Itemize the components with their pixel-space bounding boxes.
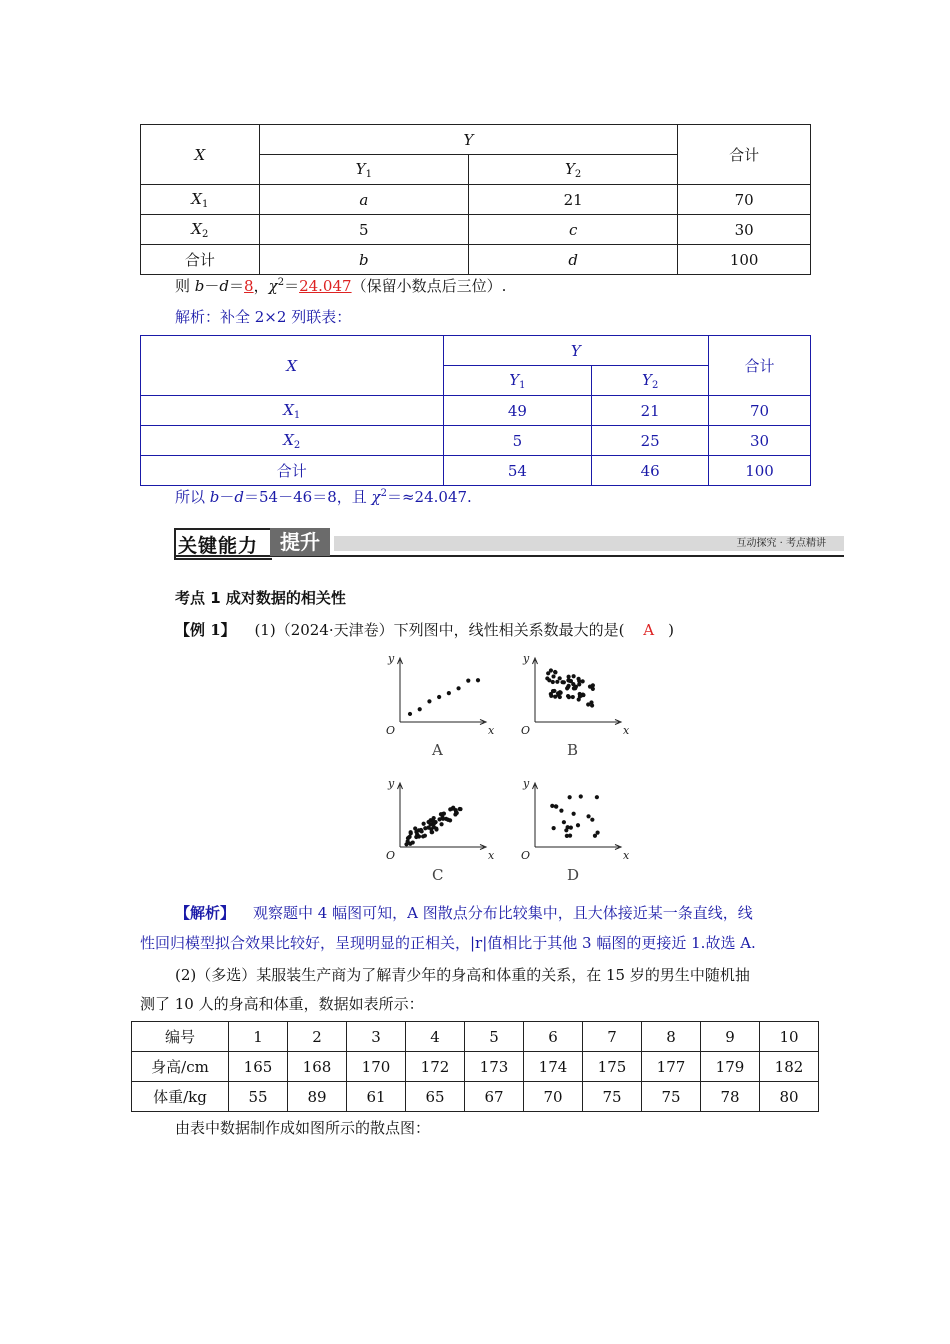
part2-line1: (2)（多选）某服装生产商为了解青少年的身高和体重的关系，在 15 岁的男生中随机抽 xyxy=(175,966,750,984)
origin-label: O xyxy=(386,849,396,862)
scatter-point xyxy=(430,830,434,834)
scatter-point xyxy=(549,694,553,698)
scatter-point xyxy=(560,680,564,684)
scatter-point xyxy=(550,804,554,808)
contingency-table-solution: X Y 合计 $Y_1$ $Y_2$ $X_1$ 49 21 70 $X_2$ 5 25 30 合计 54 46 100 xyxy=(140,335,811,486)
conclusion-line: 所以 b－d＝54－46＝8，且 $\chi^2=\approx 24.047$. xyxy=(175,488,472,506)
table-row: $X_1$ 49 21 70 xyxy=(141,396,811,426)
scatter-point xyxy=(553,670,557,674)
scatter-point xyxy=(564,828,568,832)
scatter-point xyxy=(589,700,593,704)
scatter-panel-a xyxy=(386,652,495,759)
scatter-point xyxy=(579,794,583,798)
scatter-point xyxy=(562,820,566,824)
scatter-point xyxy=(590,818,594,822)
answer-blank-2: 24.047 xyxy=(299,277,352,295)
scatter-point xyxy=(466,679,470,683)
analysis2-line2: 性回归模型拟合效果比较好，呈现明显的正相关，|r|值相比于其他 3 幅图的更接近 1.故选 A. xyxy=(140,934,756,952)
scatter-point xyxy=(567,695,571,699)
analysis2-line1: 【解析】 观察题中 4 幅图可知，A 图散点分布比较集中，且大体接近某一条直线，线 xyxy=(175,904,753,922)
scatter-point xyxy=(447,691,451,695)
scatter-point xyxy=(551,674,555,678)
y-axis-label: y xyxy=(388,777,395,790)
scatter-point xyxy=(593,834,597,838)
x-axis-label: x xyxy=(488,849,495,862)
scatter-point xyxy=(555,680,559,684)
table-row: $X_2$ 5 25 30 xyxy=(141,426,811,456)
table-row: $X_2$ 5 c 30 xyxy=(141,215,811,245)
y-axis-label: y xyxy=(523,777,530,790)
banner-title: 关键能力 xyxy=(178,535,259,557)
scatter-point xyxy=(554,804,558,808)
scatter-point xyxy=(427,699,431,703)
x-axis-label: x xyxy=(623,849,630,862)
panel-label: C xyxy=(432,866,444,884)
scatter-point xyxy=(434,827,438,831)
scatter-point xyxy=(558,676,562,680)
panel-label: A xyxy=(432,741,443,759)
scatter-point xyxy=(559,809,563,813)
scatter-point xyxy=(411,840,415,844)
t1-header-total: 合计 xyxy=(678,125,811,185)
section-banner xyxy=(174,528,844,558)
scatter-point xyxy=(586,814,590,818)
y-axis-label: y xyxy=(388,652,395,665)
scatter-point xyxy=(418,707,422,711)
table-row: 体重/kg 55 89 61 65 67 70 75 75 78 80 xyxy=(132,1082,819,1112)
scatter-plot-panels xyxy=(380,650,680,890)
scatter-point xyxy=(568,834,572,838)
t1-header-y1: $Y_1$ xyxy=(259,155,468,185)
table-row: 合计 b d 100 xyxy=(141,245,811,275)
t1-header-x: X xyxy=(141,125,260,185)
origin-label: O xyxy=(521,724,531,737)
scatter-point xyxy=(437,817,441,821)
scatter-point xyxy=(581,679,585,683)
scatter-point xyxy=(476,678,480,682)
scatter-point xyxy=(431,819,435,823)
scatter-point xyxy=(454,810,458,814)
scatter-point xyxy=(567,679,571,683)
x-axis-label: x xyxy=(488,724,495,737)
scatter-point xyxy=(417,834,421,838)
scatter-panel-c xyxy=(386,777,495,884)
x-axis-label: x xyxy=(623,724,630,737)
height-weight-table xyxy=(131,1021,819,1112)
scatter-point xyxy=(419,828,423,832)
table-row: 合计 54 46 100 xyxy=(141,456,811,486)
scatter-panel-b xyxy=(521,652,630,759)
scatter-point xyxy=(545,676,549,680)
scatter-point xyxy=(551,689,555,693)
section-title: 考点 1 成对数据的相关性 xyxy=(175,589,346,607)
scatter-point xyxy=(408,712,412,716)
scatter-point xyxy=(446,818,450,822)
panel-label: B xyxy=(567,741,579,759)
scatter-point xyxy=(577,697,581,701)
scatter-point xyxy=(568,795,572,799)
scatter-point xyxy=(437,695,441,699)
panel-label: D xyxy=(567,866,580,884)
banner-badge: 提升 xyxy=(270,528,330,556)
scatter-point xyxy=(588,685,592,689)
t1-header-y: Y xyxy=(259,125,678,155)
scatter-point xyxy=(567,684,571,688)
scatter-point xyxy=(456,686,460,690)
question-line: 则 b－d＝8，$\chi^2=24.047$（保留小数点后三位）. xyxy=(175,277,507,295)
scatter-point xyxy=(556,691,560,695)
scatter-point xyxy=(406,836,410,840)
scatter-point xyxy=(409,831,413,835)
scatter-point xyxy=(421,834,425,838)
scatter-point xyxy=(579,694,583,698)
scatter-point xyxy=(426,826,430,830)
scatter-panel-d xyxy=(521,777,630,884)
part2-line2: 测了 10 人的身高和体重，数据如表所示： xyxy=(140,995,424,1013)
scatter-point xyxy=(572,812,576,816)
banner-subtitle: 互动探究 · 考点精讲 xyxy=(736,538,826,549)
scatter-point xyxy=(552,826,556,830)
scatter-point xyxy=(458,807,462,811)
scatter-point xyxy=(595,795,599,799)
scatter-point xyxy=(549,668,553,672)
t1-header-y2: $Y_2$ xyxy=(468,155,677,185)
y-axis-label: y xyxy=(523,652,530,665)
footer-line: 由表中数据制作成如图所示的散点图： xyxy=(175,1119,431,1137)
scatter-point xyxy=(573,686,577,690)
table-row: $X_1$ a 21 70 xyxy=(141,185,811,215)
scatter-point xyxy=(442,812,446,816)
scatter-point xyxy=(439,822,443,826)
example-answer: A xyxy=(643,621,655,639)
scatter-point xyxy=(422,822,426,826)
scatter-point xyxy=(450,807,454,811)
example-line: 【例 1】 (1)（2024·天津卷）下列图中，线性相关系数最大的是( A ) xyxy=(175,621,674,639)
scatter-point xyxy=(572,674,576,678)
scatter-point xyxy=(567,675,571,679)
origin-label: O xyxy=(521,849,531,862)
contingency-table-question xyxy=(140,124,811,275)
scatter-point xyxy=(576,823,580,827)
analysis-heading: 解析：补全 2×2 列联表： xyxy=(175,308,352,326)
scatter-point xyxy=(558,695,562,699)
table-row: 编号 1 2 3 4 5 6 7 8 9 10 xyxy=(132,1022,819,1052)
origin-label: O xyxy=(386,724,396,737)
table-row: 身高/cm 165 168 170 172 173 174 175 177 179 182 xyxy=(132,1052,819,1082)
scatter-point xyxy=(571,695,575,699)
answer-blank-1: 8 xyxy=(244,277,254,295)
